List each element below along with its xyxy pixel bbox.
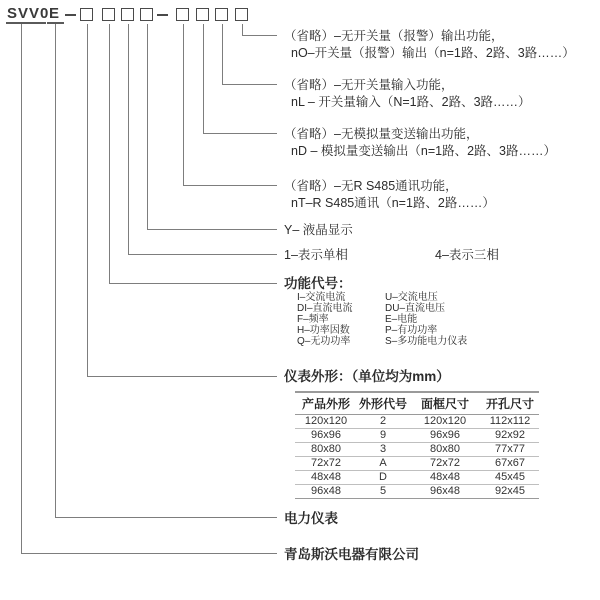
- table-cell: D: [379, 471, 387, 483]
- table-cell: 67x67: [495, 457, 525, 469]
- table-cell: 3: [379, 443, 387, 455]
- function-code-item: I–交流电流: [297, 292, 346, 303]
- annotation-switch-input: [284, 77, 531, 111]
- connector-switch-output: [242, 24, 277, 36]
- table-row: [295, 484, 539, 498]
- table-header-row: [295, 392, 539, 414]
- code-box-6: [196, 8, 209, 21]
- function-code-item: E–电能: [385, 314, 418, 325]
- function-code-item: P–有功功率: [385, 325, 438, 336]
- code-box-5: [176, 8, 189, 21]
- annotation-switch-output-line2: nO–开关量（报警）输出（n=1路、2路、3路……）: [291, 46, 575, 60]
- annotation-switch-output-line1: （省略）–无开关量（报警）输出功能，: [284, 29, 504, 43]
- product-type-label: 电力仪表: [284, 511, 338, 526]
- code-box-4: [140, 8, 153, 21]
- code-box-3: [121, 8, 134, 21]
- annotation-switch-output: [284, 28, 575, 62]
- annotation-display: Y– 液晶显示: [284, 223, 353, 237]
- annotation-phase-three: 4–表示三相: [435, 248, 499, 262]
- table-cell: A: [379, 457, 387, 469]
- function-code-item: DU–直流电压: [385, 303, 446, 314]
- code-box-2: [102, 8, 115, 21]
- function-code-item: U–交流电压: [385, 292, 438, 303]
- annotation-rs485-line1: （省略）–无R S485通讯功能，: [284, 179, 458, 193]
- table-cell: 48x48: [311, 471, 341, 483]
- table-cell: 92x92: [495, 429, 525, 441]
- function-code-item: H–功率因数: [297, 325, 350, 336]
- table-cell: 48x48: [430, 471, 460, 483]
- table-cell: 120x120: [423, 415, 467, 427]
- function-code-item: DI–直流电流: [297, 303, 353, 314]
- table-row: [295, 470, 539, 484]
- table-cell: 72x72: [430, 457, 460, 469]
- function-codes-title: 功能代号：: [284, 276, 352, 291]
- annotation-analog-output-line1: （省略）–无模拟量变送输出功能，: [284, 127, 479, 141]
- function-codes-left-column: [297, 292, 353, 347]
- table-row: [295, 428, 539, 442]
- dimensions-title: 仪表外形：（单位均为mm）: [284, 369, 450, 384]
- table-header: 面框尺寸: [420, 396, 469, 411]
- function-codes-list: [297, 292, 468, 347]
- dash-separator-1: [65, 14, 76, 16]
- table-cell: 96x96: [311, 429, 341, 441]
- table-cell: 72x72: [311, 457, 341, 469]
- table-cell: 45x45: [495, 471, 525, 483]
- table-cell: 77x77: [495, 443, 525, 455]
- function-code-item: Q–无功功率: [297, 336, 351, 347]
- code-box-1: [80, 8, 93, 21]
- annotation-rs485-line2: nT–R S485通讯（n=1路、2路……）: [291, 196, 495, 210]
- table-cell: 80x80: [430, 443, 460, 455]
- table-cell: 5: [379, 485, 387, 497]
- table-cell: 120x120: [304, 415, 348, 427]
- table-cell: 80x80: [311, 443, 341, 455]
- table-row: [295, 414, 539, 428]
- annotation-rs485: [284, 178, 495, 212]
- table-header: 产品外形: [301, 396, 350, 411]
- table-cell: 96x48: [311, 485, 341, 497]
- table-cell: 112x112: [489, 415, 531, 427]
- table-header: 开孔尺寸: [485, 396, 534, 411]
- model-prefix: SVV0: [7, 5, 50, 22]
- table-cell: 2: [379, 415, 387, 427]
- table-cell: 92x45: [495, 485, 525, 497]
- annotation-switch-input-line2: nL – 开关量输入（N=1路、2路、3路……）: [291, 95, 531, 109]
- table-cell: 96x48: [430, 485, 460, 497]
- annotation-analog-output-line2: nD – 模拟量变送输出（n=1路、2路、3路……）: [291, 144, 556, 158]
- code-box-7: [215, 8, 228, 21]
- annotation-analog-output: [284, 126, 556, 160]
- dimensions-table: [295, 391, 539, 499]
- company-label: 青岛斯沃电器有限公司: [284, 547, 419, 562]
- function-codes-right-column: [385, 292, 467, 347]
- dash-separator-2: [157, 14, 168, 16]
- annotation-switch-input-line1: （省略）–无开关量输入功能，: [284, 78, 454, 92]
- function-code-item: S–多功能电力仪表: [385, 336, 468, 347]
- function-code-item: F–频率: [297, 314, 329, 325]
- table-cell: 96x96: [430, 429, 460, 441]
- model-series: E: [49, 5, 61, 22]
- annotation-phase-single: 1–表示单相: [284, 248, 348, 262]
- code-box-8: [235, 8, 248, 21]
- table-row: [295, 456, 539, 470]
- table-cell: 9: [379, 429, 387, 441]
- table-row: [295, 442, 539, 456]
- table-header: 外形代号: [358, 396, 407, 411]
